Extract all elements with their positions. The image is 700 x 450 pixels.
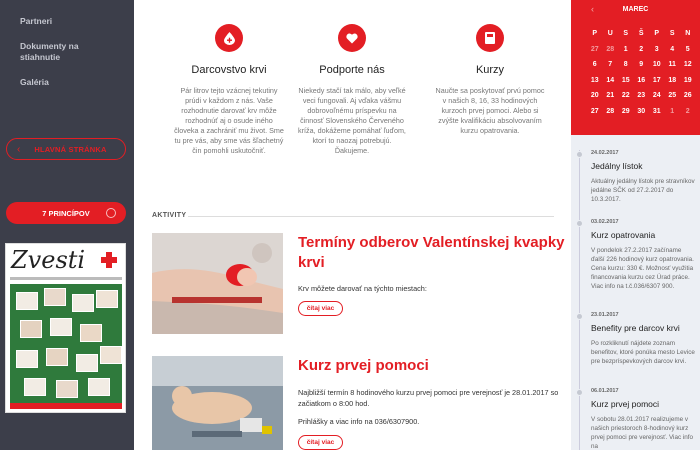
principles-button[interactable] — [6, 202, 126, 224]
right-column — [571, 0, 700, 450]
feature-text: Niekedy stačí tak málo, aby veľké veci fungovali. Aj vďaka vášmu dobrovoľnému príspevku na činnosť Slovenského Červeného kríža, dokážeme pomáhať ľuďom, ktorí to naozaj potrebujú. Ďakujeme. — [298, 86, 406, 155]
news-date: 24.02.2017 — [591, 150, 619, 156]
news-text: Aktuálny jedálny lístok pre stravníkov jedálne SČK od 27.2.2017 do 10.3.2017. — [591, 178, 695, 203]
calendar-day[interactable]: 15 — [621, 76, 630, 84]
feature-courses[interactable] — [435, 24, 545, 136]
magazine-title: Zvesti — [11, 246, 86, 274]
calendar-weekday: U — [607, 30, 613, 37]
calendar-day[interactable]: 22 — [621, 92, 630, 99]
photo-card — [100, 346, 122, 364]
calendar-day[interactable]: 28 — [606, 45, 615, 53]
calendar-prev-button[interactable]: ‹ — [591, 4, 594, 14]
calendar-day[interactable]: 27 — [590, 45, 599, 53]
calendar-weekday: N — [685, 30, 691, 37]
calendar-day[interactable]: 11 — [668, 61, 676, 68]
news-date: 23.01.2017 — [591, 312, 619, 318]
article-title[interactable]: Termíny odberov Valentínskej kvapky krvi — [298, 234, 565, 271]
calendar-day[interactable]: 2 — [685, 107, 690, 115]
blood-drop-icon — [215, 24, 243, 52]
calendar-day[interactable]: 31 — [652, 107, 661, 115]
sidebar-link-partneri[interactable]: Partneri — [20, 16, 53, 26]
news-item[interactable] — [591, 312, 695, 366]
circle-icon — [106, 208, 116, 218]
calendar-day[interactable]: 4 — [670, 45, 675, 53]
calendar-day[interactable]: 20 — [590, 92, 599, 99]
news-date: 06.01.2017 — [591, 388, 619, 394]
calendar-day[interactable]: 28 — [606, 107, 615, 115]
calendar-day[interactable]: 10 — [652, 61, 661, 68]
article-title[interactable]: Kurz prvej pomoci — [298, 357, 429, 374]
article-text: Krv môžete darovať na týchto miestach: — [298, 284, 427, 293]
news-text: V pondelok 27.2.2017 začíname ďalší 226 hodinový kurz opatrovania. Cena kurzu: 330 €. Možnosť využitia financovania kurzu cez Úrad práce. Viac info na t.č.036/6307 900. — [591, 247, 694, 290]
calendar-day[interactable]: 25 — [668, 92, 677, 99]
timeline-dot — [576, 220, 583, 227]
feature-blood-donation[interactable] — [174, 24, 284, 156]
calendar-day[interactable]: 27 — [590, 107, 599, 115]
news-item[interactable] — [591, 388, 695, 450]
activities-heading: AKTIVITY — [152, 212, 187, 219]
heart-icon — [338, 24, 366, 52]
calendar-day[interactable]: 3 — [654, 45, 659, 53]
calendar-day[interactable]: 7 — [608, 61, 613, 68]
main-content — [134, 0, 571, 450]
photo-card — [44, 288, 66, 306]
calendar-day[interactable]: 29 — [621, 107, 630, 115]
chevron-left-icon: ‹ — [17, 143, 21, 155]
magazine-footer-bar — [10, 403, 122, 409]
photo-card — [96, 290, 118, 308]
news-title[interactable]: Kurz prvej pomoci — [591, 399, 660, 409]
magazine-subtitle-strip — [10, 277, 122, 280]
calendar-weekday: P — [592, 30, 598, 37]
feature-support[interactable] — [297, 24, 407, 156]
timeline-dot — [576, 313, 583, 320]
photo-card — [50, 318, 72, 336]
magazine-photo — [10, 284, 122, 404]
news-title[interactable]: Kurz opatrovania — [591, 230, 656, 240]
calendar-day[interactable]: 6 — [592, 61, 597, 68]
photo-card — [56, 380, 78, 398]
calendar-weekday: S — [623, 30, 629, 37]
news-date: 03.02.2017 — [591, 219, 619, 225]
calendar-day[interactable]: 2 — [639, 45, 644, 53]
calendar-weekday: S — [669, 30, 675, 37]
feature-text: Pár litrov tejto vzácnej tekutiny prúdi v každom z nás. Vaše rozhodnutie darovať krv môže rozhodnúť aj o osude iného človeka a zachrániť mu život. Sme tu pre vás, aby sme vás šľachetný čin pomohli uskutočniť. — [174, 86, 284, 155]
news-item[interactable] — [591, 150, 695, 204]
photo-card — [88, 378, 110, 396]
read-more-button[interactable]: čítaj viac — [298, 301, 343, 316]
calendar-day[interactable]: 8 — [623, 61, 628, 68]
home-button[interactable] — [6, 138, 126, 160]
home-button-label: HLAVNÁ STRÁNKA — [34, 144, 107, 154]
red-cross-icon — [101, 252, 117, 268]
calendar-day[interactable]: 19 — [683, 76, 692, 84]
book-icon — [476, 24, 504, 52]
calendar-day[interactable]: 1 — [623, 45, 628, 53]
calendar-day[interactable]: 13 — [590, 76, 599, 84]
feature-title: Kurzy — [475, 64, 505, 76]
magazine-cover[interactable] — [5, 243, 126, 413]
article-text: Prihlášky a viac info na 036/6307900. — [298, 417, 420, 426]
calendar-day[interactable]: 21 — [606, 92, 615, 99]
calendar-weekday: Š — [638, 30, 644, 37]
photo-card — [16, 292, 38, 310]
article-text: Najbližší termín 8 hodinového kurzu prvej pomoci pre verejnosť je 28.01.2017 so začiatkom o 8:00 hod. — [298, 388, 559, 408]
timeline-dot — [576, 151, 583, 158]
news-timeline — [579, 150, 580, 450]
photo-card — [16, 350, 38, 368]
news-item[interactable] — [591, 219, 695, 291]
calendar-day[interactable]: 1 — [670, 107, 675, 115]
sidebar-link-galeria[interactable]: Galéria — [20, 77, 49, 87]
feature-title: Darcovstvo krvi — [191, 64, 267, 76]
feature-text: Naučte sa poskytovať prvú pomoc v našich 8, 16, 33 hodinových kurzoch prvej pomoci. Alebo si zvýšte kvalifikáciu absolvovaním kurzu opatrovania. — [435, 86, 545, 135]
sidebar — [0, 0, 134, 450]
calendar-weekday: P — [654, 30, 660, 37]
photo-card — [80, 324, 102, 342]
calendar — [571, 0, 700, 135]
calendar-day[interactable]: 30 — [637, 107, 646, 115]
divider — [188, 216, 554, 217]
photo-card — [24, 378, 46, 396]
article-image-blood[interactable] — [152, 233, 283, 334]
news-title[interactable]: Benefity pre darcov krvi — [591, 323, 680, 333]
photo-card — [20, 320, 42, 338]
read-more-button[interactable]: čítaj viac — [298, 435, 343, 450]
calendar-day[interactable]: 16 — [637, 76, 646, 84]
calendar-month: MAREC — [622, 6, 649, 13]
article-image-first-aid[interactable] — [152, 356, 283, 450]
calendar-day[interactable]: 9 — [639, 61, 644, 68]
calendar-grid — [587, 26, 696, 119]
calendar-day[interactable]: 24 — [652, 92, 661, 99]
photo-card — [76, 354, 98, 372]
news-title[interactable]: Jedálny lístok — [591, 161, 643, 171]
sidebar-link-dokumenty[interactable]: Dokumenty na stiahnutie — [20, 41, 79, 62]
news-text: Po rozkliknutí nájdete zoznam benefitov, ktoré ponúka mesto Levice pre bezpríspevkových darcov krvi. — [591, 340, 695, 365]
calendar-day[interactable]: 18 — [668, 76, 677, 84]
photo-card — [72, 294, 94, 312]
photo-card — [46, 348, 68, 366]
calendar-day[interactable]: 23 — [637, 92, 646, 99]
calendar-day[interactable]: 17 — [652, 76, 661, 84]
calendar-day[interactable]: 14 — [606, 76, 615, 84]
news-text: V sobotu 28.01.2017 realizujeme v našich priestoroch 8-hodinový kurz prvej pomoci pre verejnosť. Viac info na — [591, 416, 693, 450]
principles-button-label: 7 PRINCÍPOV — [42, 208, 90, 218]
calendar-day[interactable]: 12 — [683, 61, 692, 68]
calendar-day[interactable]: 5 — [685, 45, 690, 53]
timeline-dot — [576, 389, 583, 396]
feature-title: Podporte nás — [319, 64, 385, 76]
calendar-day[interactable]: 26 — [683, 92, 692, 99]
